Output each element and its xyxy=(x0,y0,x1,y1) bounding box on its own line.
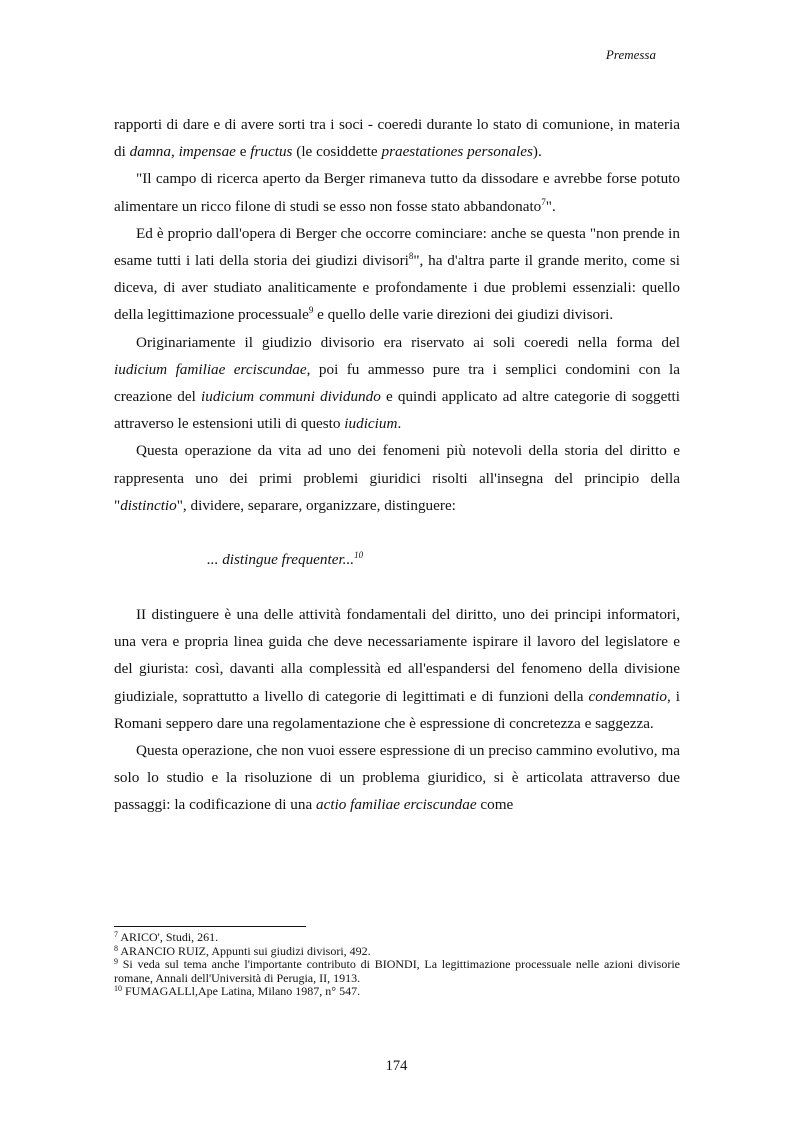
footnotes xyxy=(114,931,680,999)
footnote-ref: 7 xyxy=(541,196,546,207)
footnote: $^8$ ARANCIO RUIZ, Appunti sui giudizi divisori, 492. xyxy=(114,943,371,958)
paragraph: rapporti di dare e di avere sorti tra i soci - coeredi durante lo stato di comunione, in materia di damna, impensae e fructus (le cosiddette praestationes personales). xyxy=(114,116,680,161)
body-text xyxy=(114,111,680,819)
paragraph: Ed è proprio dall'opera di Berger che occorre cominciare: anche se questa "non prende in esame tutti i lati della storia dei giudizi divisori$^8$", ha d'altra parte il grande merito, come si diceva, di aver studiato analiticamente e profondamente i due problemi essenziali: quello della legittimazione processuale$^9$ e quello delle varie direzioni dei giudizi divisori. xyxy=(114,224,680,324)
paragraph: "Il campo di ricerca aperto da Berger rimaneva tutto da dissodare e avrebbe forse potuto alimentare un ricco filone di studi se esso non fosse stato abbandonato$^7$". xyxy=(114,170,680,215)
footnote-divider xyxy=(114,926,306,927)
footnote: $^7$ ARICO', Studi, 261. xyxy=(114,930,219,944)
paragraph: Originariamente il giudizio divisorio era riservato ai soli coeredi nella forma del iudicium familiae erciscundae, poi fu ammesso pure tra i semplici condomini con la creazione del iudicium communi dividundo e quindi applicato ad altre categorie di soggetti attraverso le estensioni utili di questo iudicium. xyxy=(114,333,680,433)
paragraph: Questa operazione da vita ad uno dei fenomeni più notevoli della storia del diritto e rappresenta uno dei primi problemi giuridici risolti all'insegna del principio della "distinctio", dividere, separare, organizzare, distinguere: xyxy=(114,442,680,514)
paragraph: II distinguere è una delle attività fondamentali del diritto, uno dei principi informatori, una vera e propria linea guida che deve necessariamente ispirare il lavoro del legislatore e del giurista: così, davanti alla complessità ed all'espandersi del fenomeno della divisione giudiziale, soprattutto a livello di categorie di legittimati e di funzioni della condemnatio, i Romani seppero dare una regolamentazione che è espressione di concretezza e saggezza. xyxy=(114,606,680,732)
running-header: Premessa xyxy=(605,47,656,62)
footnote-ref: 8 xyxy=(408,251,414,262)
paragraph: Questa operazione, che non vuoi essere espressione di un preciso cammino evolutivo, ma solo lo studio e la risoluzione di un problema giuridico, si è articolata attraverso due passaggi: la codificazione di una actio familiae erciscundae come xyxy=(114,742,680,814)
footnote: $^9$ Si veda sul tema anche l'importante contributo di BIONDI, La legittimazione processuale nelle azioni divisorie romane, Annali dell'Università di Perugia, II, 1913. xyxy=(114,957,680,985)
block-quote: ... distingue frequenter...$^{10}$ xyxy=(207,550,364,569)
page-number: 174 xyxy=(385,1058,408,1074)
footnote: $^{10}$ FUMAGALLl,Ape Latina, Milano 1987, n° 547. xyxy=(114,984,361,998)
footnote-ref: 9 xyxy=(308,305,314,316)
footnote-ref: 10 xyxy=(354,550,364,561)
